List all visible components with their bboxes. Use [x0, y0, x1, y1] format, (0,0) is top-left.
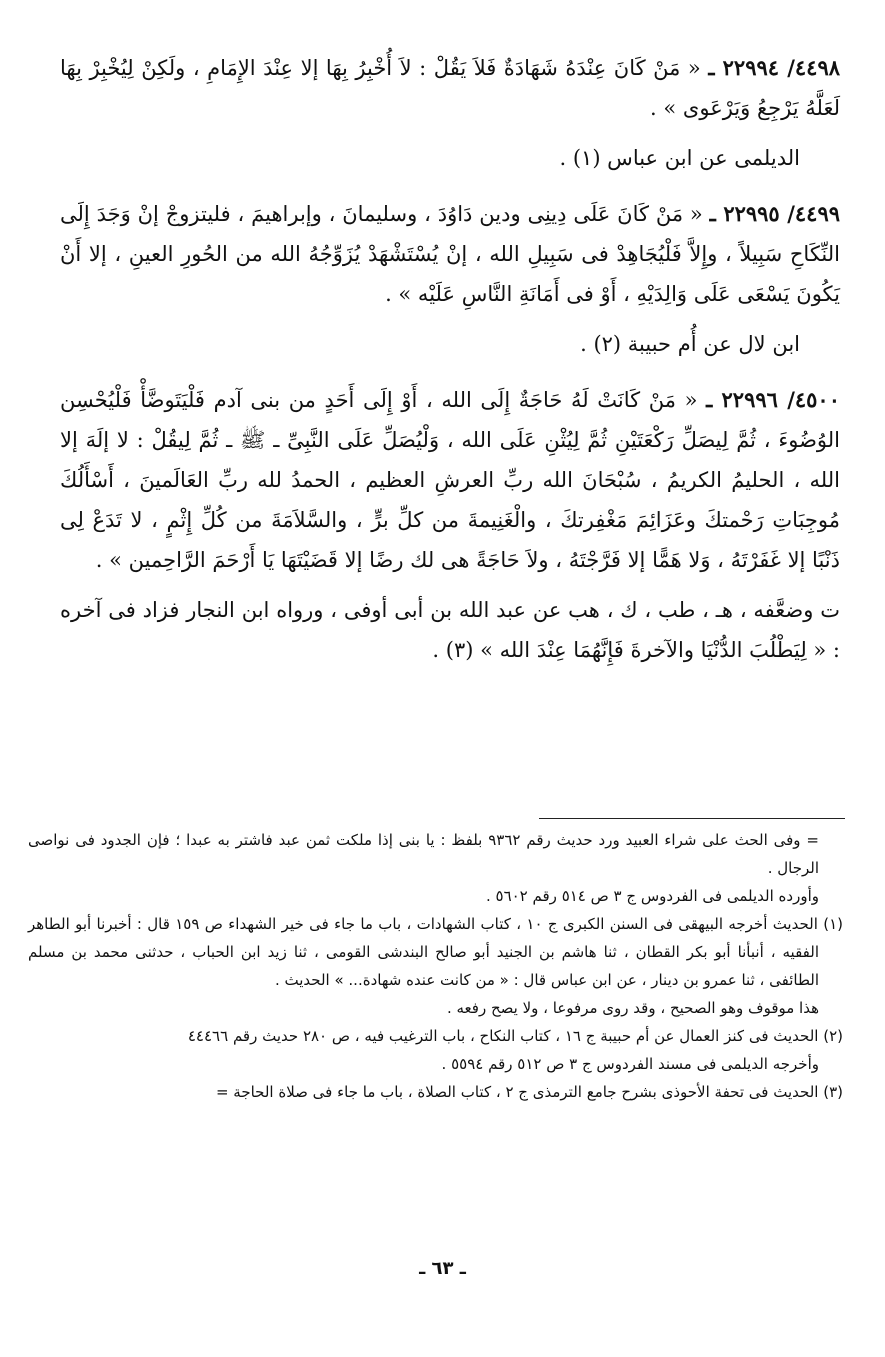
page-number: ـ ٦٣ ـ [419, 1258, 466, 1279]
footnote-divider [539, 818, 845, 819]
footnotes [28, 826, 843, 1106]
footnote-2-note: وأخرجه الديلمى فى مسند الفردوس ج ٣ ص ٥١٢ رقم ٥٥٩٤ . [441, 1055, 819, 1073]
hadith-text: « مَنْ كَانَ عَلَى دِينِى ودين دَاوُدَ ، وسليمانَ ، وإبراهيمَ ، فليتزوجْ إنْ وَجَدَ إِلَى النِّكَاحِ سَبِيلاً ، وإِلاَّ فَلْيُجَاهِدْ فى سَبِيلِ الله ، إنْ يُسْتَشْهَدْ يُزَوِّجُهُ الله من الحُورِ العينِ ، إلا أَنْ يَكُونَ يَسْعَى عَلَى وَالِدَيْهِ ، أَوْ فى أَمَانَةِ النَّاسِ عَلَيْه » . [60, 202, 840, 306]
hadith-text: « مَنْ كَانَ عِنْدَهُ شَهَادَةٌ فَلاَ يَقُلْ : لاَ أُخْبِرُ بِهَا إلا عِنْدَ الإِمَامِ ، ولَكِنْ لِيُخْبِرْ بِهَا لَعَلَّهُ يَرْجِعُ وَيَرْعَوى » . [60, 56, 840, 120]
footnote-continuation: = وفى الحث على شراء العبيد ورد حديث رقم ٩٣٦٢ بلفظ : يا بنى إذا ملكت ثمن عبد فاشتر به عبدا ؛ فإن الجدود فى نواصى الرجال . [28, 831, 819, 877]
footnote-1: (١) الحديث أخرجه البيهقى فى السنن الكبرى ج ١٠ ، كتاب الشهادات ، باب ما جاء فى خير الشهداء ص ١٥٩ قال : أخبرنا أبو الطاهر الفقيه ، أنبأنا أبو بكر القطان ، ثنا هاشم بن الجنيد أبو صالح البندشى القومى ، ثنا زيد ابن الحباب ، حدثنى محمد بن مسلم الطائفى ، ثنا عمرو بن دينار ، عن ابن عباس قال : « من كانت عنده شهادة... » الحديث . [28, 915, 843, 989]
hadith-4500 [60, 380, 840, 580]
hadith-4498 [60, 48, 840, 128]
footnote-1-note: هذا موقوف وهو الصحيح ، وقد روى مرفوعا ، ولا يصح رفعه . [446, 999, 819, 1017]
hadith-number: ٤٤٩٩/ ٢٢٩٩٥ ـ [709, 201, 841, 226]
hadith-number: ٤٤٩٨/ ٢٢٩٩٤ ـ [708, 55, 841, 80]
hadith-source: الديلمى عن ابن عباس (١) . [559, 146, 800, 170]
hadith-source: ابن لال عن أُم حبيبة (٢) . [580, 332, 800, 356]
footnote-2: (٢) الحديث فى كنز العمال عن أم حبيبة ج ١٦ ، كتاب النكاح ، باب الترغيب فيه ، ص ٢٨٠ حديث رقم ٤٤٤٦٦ [187, 1027, 843, 1045]
hadith-text: « مَنْ كَانَتْ لَهُ حَاجَةٌ إِلَى الله ، أَوْ إِلَى أَحَدٍ من بنى آدم فَلْيَتَوضَّأْ فَلْيُحْسِن الوُضُوءَ ، ثُمَّ لِيصَلِّ رَكْعَتَيْنِ ثُمَّ لِيُثْنِ عَلَى الله ، وَلْيُصَلِّ عَلَى النَّبِىِّ ـ ﷺ ـ ثُمَّ لِيقُلْ : لا إلَهَ إلا الله ، الحليمُ الكريمُ ، سُبْحَانَ الله ربِّ العرشِ العظيم ، الحمدُ لله ربِّ العَالَمينَ ، أَسْأَلُكَ مُوجِبَاتِ رَحْمتكَ وعَزَائِمَ مَغْفِرتكَ ، والْغَنِيمةَ من كلِّ برٍّ ، والسَّلاَمَةَ من كُلِّ إِثْمٍ ، لا تَدَعْ لِى ذَنْبًا إلا غَفَرْتَهُ ، وَلا هَمًّا إلا فَرَّجْتَهُ ، ولاَ حَاجَةً هى لك رضًا إلا قَضَيْتَهَا يَا أَرْحَمَ الرَّاحِمين » . [60, 388, 840, 572]
footnote-continuation: وأورده الديلمى فى الفردوس ج ٣ ص ٥١٤ رقم ٥٦٠٢ . [485, 887, 819, 905]
footnote-3: (٣) الحديث فى تحفة الأحوذى بشرح جامع الترمذى ج ٢ ، كتاب الصلاة ، باب ما جاء فى صلاة الحاجة = [215, 1083, 843, 1101]
hadith-4499 [60, 194, 840, 314]
hadith-source: ت وضعَّفه ، هـ ، طب ، ك ، هب عن عبد الله بن أبى أوفى ، ورواه ابن النجار فزاد فى آخره : « لِيَطْلُبَ الدُّنْيَا والآخرةَ فَإِنَّهُمَا عِنْدَ الله » (٣) . [60, 598, 840, 662]
hadith-number: ٤٥٠٠/ ٢٢٩٩٦ ـ [706, 387, 840, 412]
main-text [60, 48, 840, 680]
